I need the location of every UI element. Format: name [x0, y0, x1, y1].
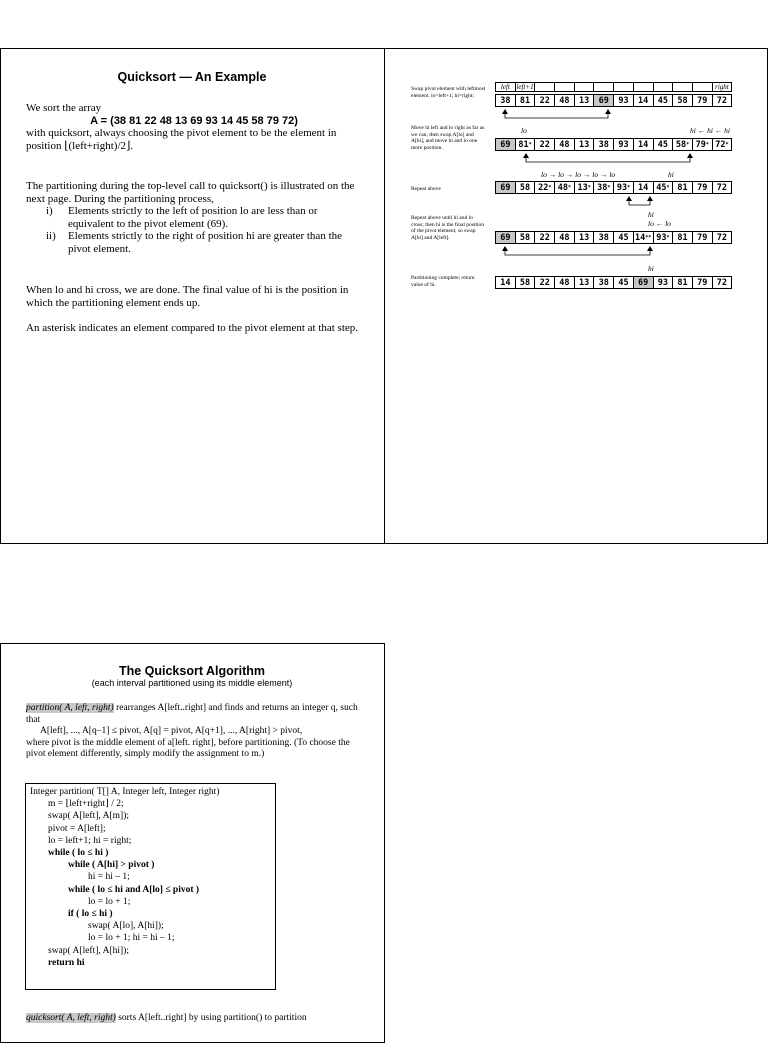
array-cell: 13: [574, 138, 595, 151]
swap-connectors: [0, 0, 768, 320]
pointer-hi-move: hi ← hi ← hi: [690, 126, 731, 135]
array-cell: 45 *: [653, 181, 674, 194]
array-cell: 81: [515, 94, 536, 107]
array-cell: 72: [712, 94, 733, 107]
array-cell: 48: [554, 94, 575, 107]
code-line: lo = left+1; hi = right;: [48, 835, 132, 846]
intro-line: We sort the array: [26, 102, 102, 114]
index-header-cell: right: [712, 82, 733, 92]
asterisk-note: An asterisk indicates an element compared to the pivot element at that step.: [26, 322, 359, 334]
array-cell: 48: [554, 276, 575, 289]
array-cell: 38: [495, 94, 516, 107]
array-cell: 69: [495, 138, 516, 151]
array-cell: 45: [613, 231, 634, 244]
array-cell: 79: [692, 181, 713, 194]
array-cell: 81: [672, 231, 693, 244]
code-line: pivot = A[left];: [48, 823, 106, 834]
array-cell: 93: [613, 94, 634, 107]
code-line: if ( lo ≤ hi ): [68, 909, 113, 920]
partition-note: where pivot is the middle element of a[left. right], before partitioning. (To choose the pivot element differently, simply modify the assignment to m.): [26, 737, 350, 759]
array-cell: 72: [712, 276, 733, 289]
pointer-hi: hi: [668, 170, 674, 179]
array-cell: 22: [534, 276, 555, 289]
array-cell: 48: [554, 138, 575, 151]
quicksort-description: [26, 1013, 358, 1025]
partition-intro: The partitioning during the top-level call to quicksort() is illustrated on the next page. During the partitioning process,: [26, 180, 355, 205]
array-cell: 22: [534, 231, 555, 244]
array-cell: 45: [653, 94, 674, 107]
code-line: while ( lo ≤ hi and A[lo] ≤ pivot ): [68, 884, 200, 895]
quicksort-signature: quicksort( A, left, right): [26, 1013, 116, 1023]
array-cell: 38: [593, 231, 614, 244]
slide2-subtitle: (each interval partitioned using its middle element): [91, 678, 293, 688]
array-cell: 13: [574, 94, 595, 107]
array-cell: 45: [653, 138, 674, 151]
index-header-cell: left: [495, 82, 516, 92]
code-line: return hi: [48, 957, 85, 968]
array-cell: 69: [633, 276, 654, 289]
pointer-hi: hi: [648, 210, 654, 219]
code-line: m = ⌊left+right⌋ / 2;: [48, 799, 124, 810]
pointer-lo-move: lo → lo → lo → lo → lo: [541, 170, 616, 179]
array-cell: 72: [712, 231, 733, 244]
list-text: Elements strictly to the right of position hi are greater than the pivot element.: [68, 230, 343, 255]
code-line: while ( A[hi] > pivot ): [68, 860, 155, 871]
array-cell: 79: [692, 231, 713, 244]
array-cell: 14 **: [633, 231, 654, 244]
array-cell: 48: [554, 231, 575, 244]
array-cell: 14: [495, 276, 516, 289]
index-header-cell: left+1: [516, 83, 534, 91]
array-cell: 93 *: [613, 181, 634, 194]
code-line: lo = lo + 1;: [88, 896, 131, 907]
pivot-rule: with quicksort, always choosing the pivot element to be the element in position ⌊(left+right)/2⌋.: [26, 127, 337, 152]
array-cell: 13: [574, 231, 595, 244]
array-cell: 72: [712, 181, 733, 194]
quicksort-desc: sorts A[left..right] by using partition() to partition: [115, 1013, 307, 1023]
array-cell: 22: [534, 94, 555, 107]
partition-description: [26, 703, 358, 761]
array-cell: 48 *: [554, 181, 575, 194]
array-cell: 81 *: [515, 138, 536, 151]
array-cell: 69: [495, 231, 516, 244]
partition-signature: partition( A, left, right): [26, 703, 114, 713]
array-cell: 38: [593, 138, 614, 151]
array-cell: 14: [633, 94, 654, 107]
partition-desc: rearranges A[left..right] and finds and returns an integer q, such that: [26, 703, 358, 725]
array-cell: 22 *: [534, 181, 555, 194]
array-line: A = (38 81 22 48 13 69 93 14 45 58 79 72): [90, 114, 298, 127]
array-cell: 14: [633, 138, 654, 151]
list-number: ii): [46, 230, 56, 242]
array-cell: 81: [672, 276, 693, 289]
array-cell: 38: [593, 276, 614, 289]
array-cell: 79: [692, 94, 713, 107]
array-cell: 13 *: [574, 181, 595, 194]
array-cell: 38 *: [593, 181, 614, 194]
step-label: Move hi left and lo right as far as we can; then swap A[lo] and A[hi], and move hi and lo one more position.: [411, 125, 485, 151]
crossing-note: When lo and hi cross, we are done. The final value of hi is the position in which the partitioning element ends up.: [26, 284, 349, 309]
array-cell: 93: [613, 138, 634, 151]
array-cell: 69: [495, 181, 516, 194]
array-cell: 58 *: [672, 138, 693, 151]
array-cell: 79: [692, 276, 713, 289]
step-label: Repeat above until hi and lo cross; then hi is the final position of the pivot element, so swap A[hi] and A[left].: [411, 215, 485, 241]
list-text: Elements strictly to the left of position lo are less than or equivalent to the pivot element (69).: [68, 205, 318, 230]
array-cell: 69: [593, 94, 614, 107]
array-cell: 72 *: [712, 138, 733, 151]
code-line: while ( lo ≤ hi ): [48, 848, 109, 859]
pointer-lo: lo: [521, 126, 527, 135]
code-line: swap( A[left], A[hi]);: [48, 945, 129, 956]
array-cell: 93: [653, 276, 674, 289]
array-cell: 45: [613, 276, 634, 289]
array-cell: 58: [672, 94, 693, 107]
array-cell: 22: [534, 138, 555, 151]
code-line: hi = hi – 1;: [88, 872, 130, 883]
code-line: lo = lo + 1; hi = hi – 1;: [88, 933, 175, 944]
array-cell: 93 *: [653, 231, 674, 244]
array-cell: 81: [672, 181, 693, 194]
code-line: swap( A[left], A[m]);: [48, 811, 129, 822]
slide2-title: The Quicksort Algorithm: [118, 664, 266, 678]
code-line: swap( A[lo], A[hi]);: [88, 921, 164, 932]
pointer-lo-cross: lo ← lo: [648, 219, 671, 228]
step-label: Swap pivot element with leftmost element. lo=left+1; hi=right;: [411, 86, 486, 99]
array-cell: 13: [574, 276, 595, 289]
array-cell: 58: [515, 231, 536, 244]
array-cell: 79 *: [692, 138, 713, 151]
array-cell: 14: [633, 181, 654, 194]
partition-condition: A[left], ..., A[q–1] ≤ pivot, A[q] = pivot, A[q+1], ..., A[right] > pivot,: [40, 726, 303, 736]
code-line: Integer partition( T[] A, Integer left, Integer right): [30, 787, 220, 797]
step-label: Repeat above: [411, 186, 441, 192]
array-cell: 58: [515, 276, 536, 289]
list-number: i): [46, 205, 53, 217]
array-cell: 58: [515, 181, 536, 194]
slide1-title: Quicksort — An Example: [117, 70, 267, 84]
pointer-hi: hi: [648, 264, 654, 273]
partition-code-box: [25, 783, 276, 990]
step-label: Partitioning complete; return value of hi.: [411, 275, 475, 288]
